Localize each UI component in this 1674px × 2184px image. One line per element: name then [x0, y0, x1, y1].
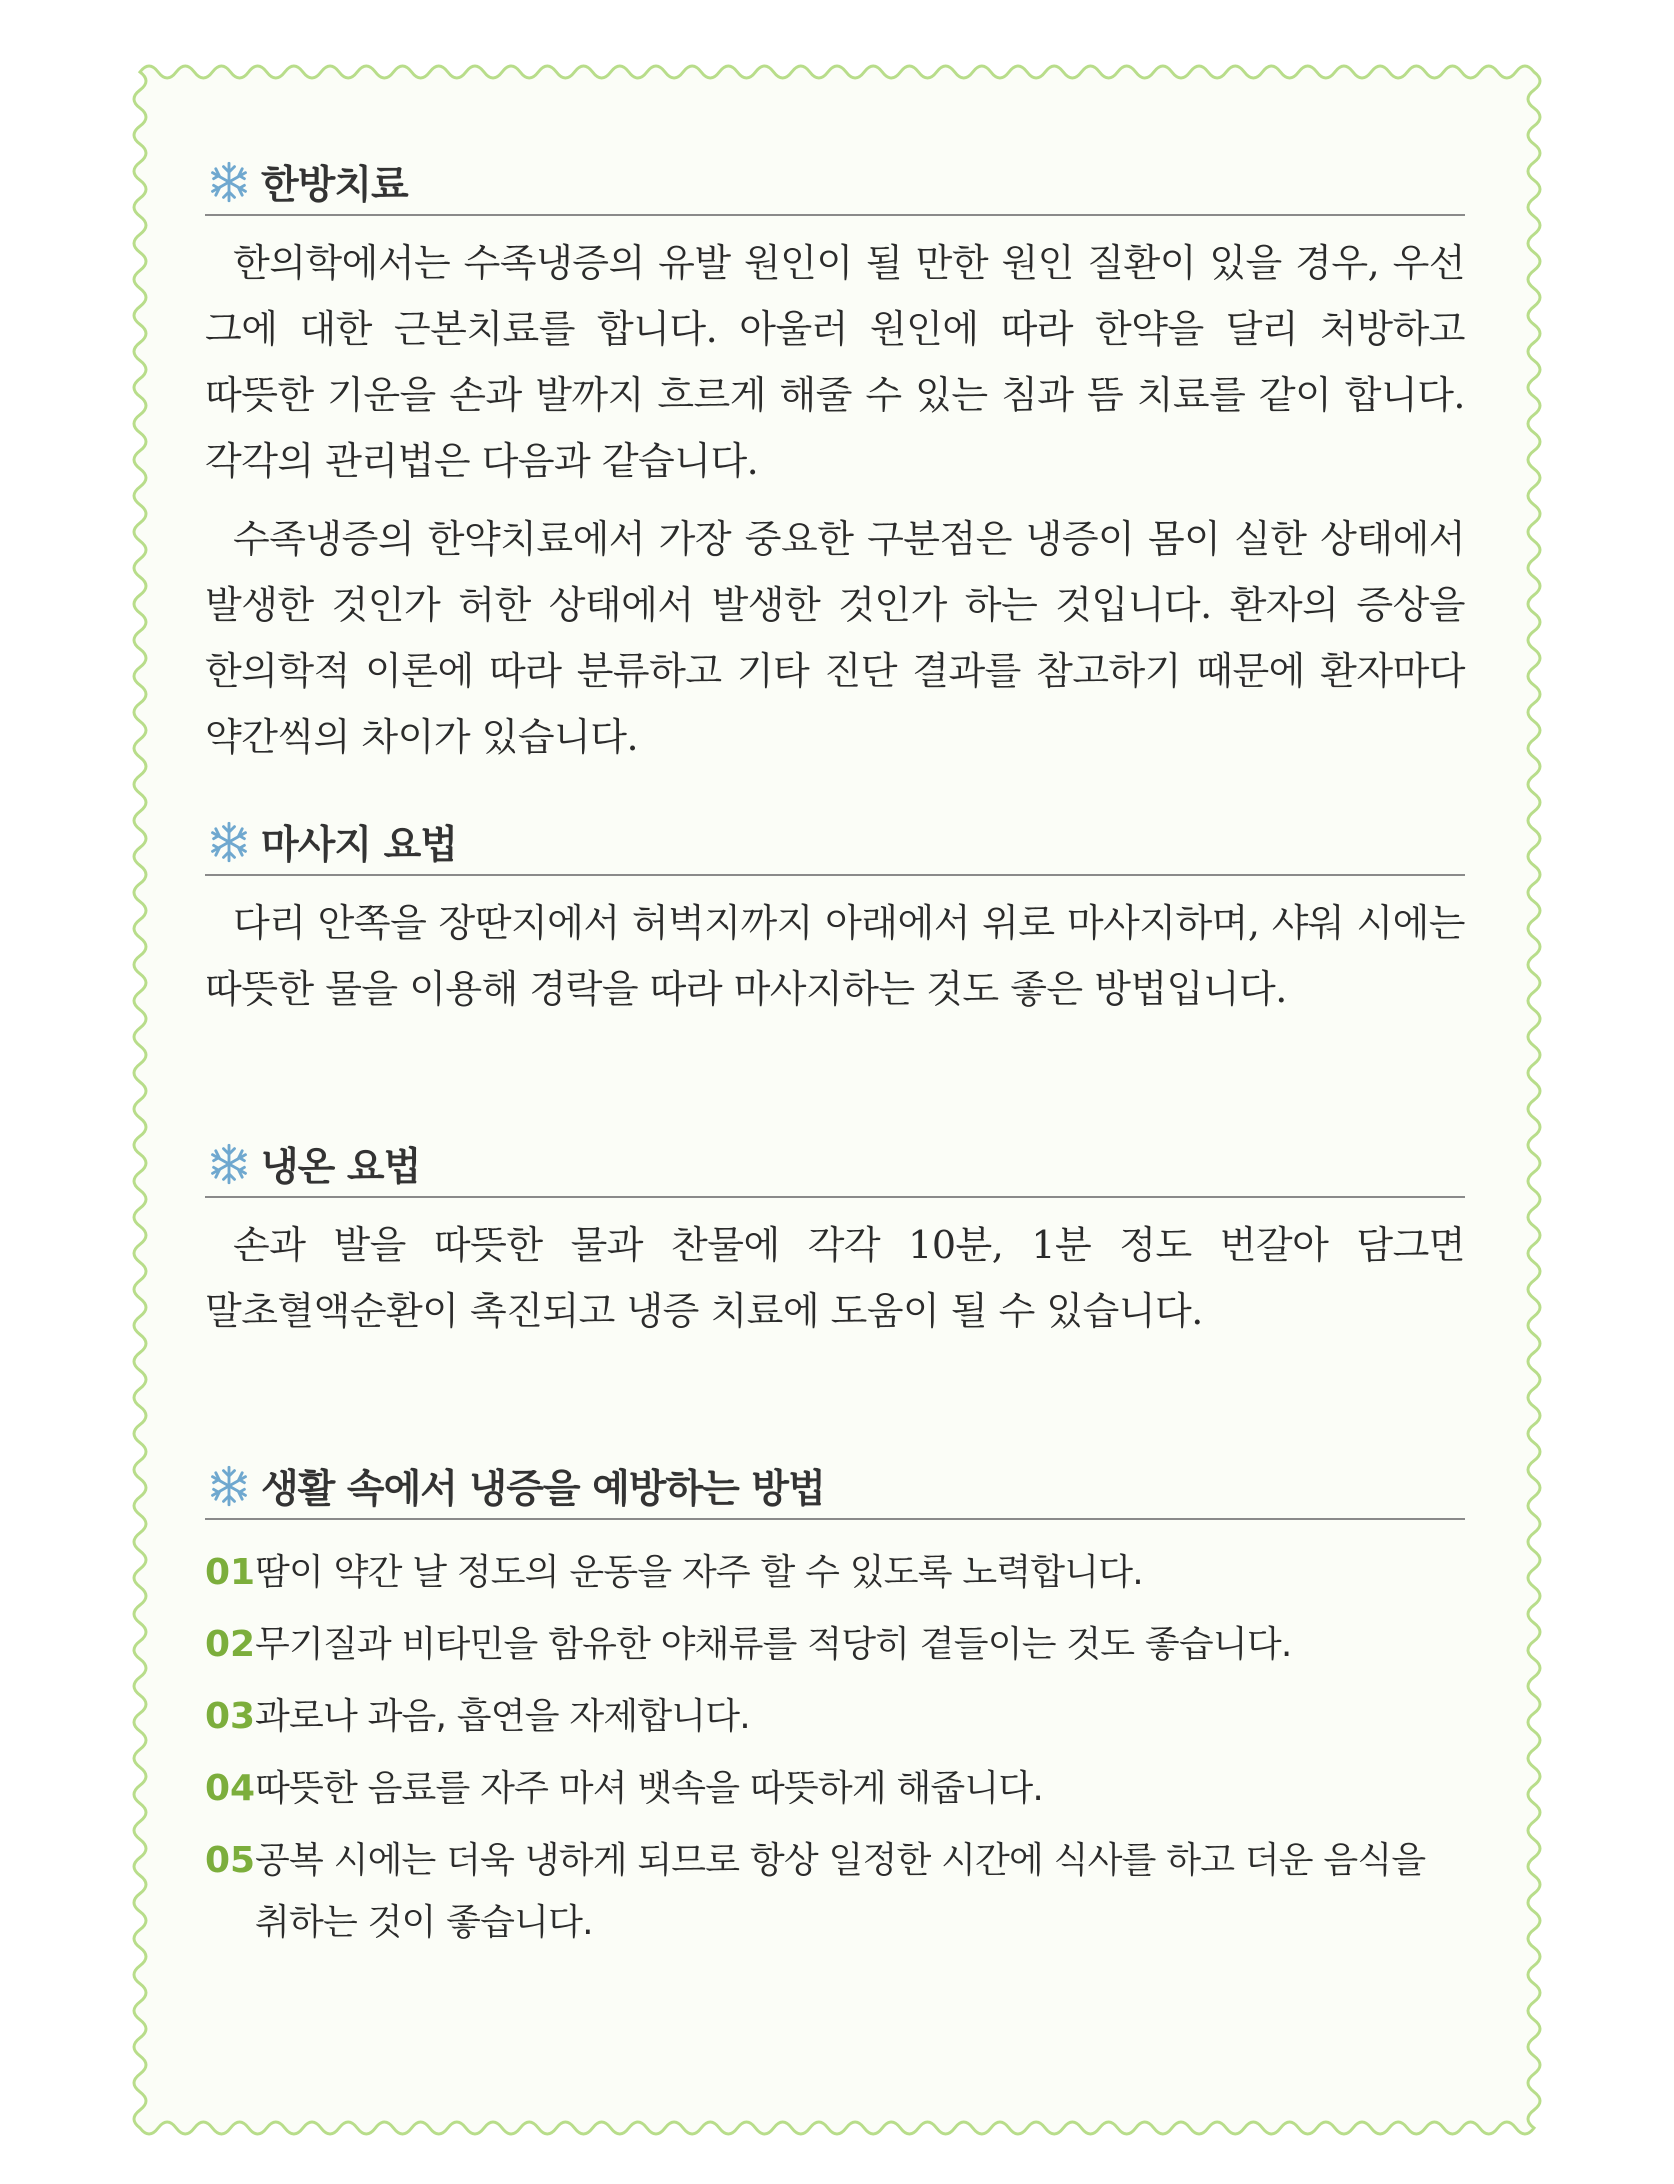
section-massage-therapy — [205, 810, 1465, 1132]
list-item — [205, 1830, 1465, 1954]
section-herbal-treatment — [205, 150, 1465, 810]
section-heading — [205, 150, 1465, 216]
item-number: 03 — [205, 1696, 256, 1737]
snowflake-icon — [207, 820, 251, 864]
prevention-list — [205, 1520, 1465, 1954]
item-text: 따뜻한 음료를 자주 마셔 뱃속을 따뜻하게 해줍니다. — [255, 1768, 1044, 1809]
snowflake-icon — [207, 1142, 251, 1186]
item-number: 04 — [205, 1768, 256, 1809]
item-text: 무기질과 비타민을 함유한 야채류를 적당히 곁들이는 것도 좋습니다. — [255, 1624, 1292, 1665]
item-text: 과로나 과음, 흡연을 자제합니다. — [255, 1696, 750, 1737]
item-text: 공복 시에는 더욱 냉하게 되므로 항상 일정한 시간에 식사를 하고 더운 음식을 취하는 것이 좋습니다. — [255, 1840, 1426, 1943]
item-text: 땀이 약간 날 정도의 운동을 자주 할 수 있도록 노력합니다. — [255, 1552, 1143, 1593]
section-title: 마사지 요법 — [261, 823, 457, 868]
paragraph: 다리 안쪽을 장딴지에서 허벅지까지 아래에서 위로 마사지하며, 샤워 시에는 따뜻한 물을 이용해 경락을 따라 마사지하는 것도 좋은 방법입니다. — [205, 901, 1465, 1011]
section-hot-cold-therapy — [205, 1132, 1465, 1454]
section-heading — [205, 1132, 1465, 1198]
paragraph: 손과 발을 따뜻한 물과 찬물에 각각 10분, 1분 정도 번갈아 담그면 말초혈액순환이 촉진되고 냉증 치료에 도움이 될 수 있습니다. — [205, 1223, 1465, 1333]
page-content — [205, 150, 1465, 1964]
section-prevention-methods — [205, 1454, 1465, 1954]
section-title: 한방치료 — [261, 163, 408, 208]
section-title: 냉온 요법 — [261, 1145, 421, 1190]
section-heading — [205, 810, 1465, 876]
paragraph: 한의학에서는 수족냉증의 유발 원인이 될 만한 원인 질환이 있을 경우, 우선 그에 대한 근본치료를 합니다. 아울러 원인에 따라 한약을 달리 처방하고 따뜻한 기운을 손과 발까지 흐르게 해줄 수 있는 침과 뜸 치료를 같이 합니다. 각각의 관리법은 다음과 같습니다. — [205, 241, 1465, 483]
list-item — [205, 1614, 1465, 1676]
section-heading — [205, 1454, 1465, 1520]
list-item — [205, 1686, 1465, 1748]
item-number: 02 — [205, 1624, 256, 1665]
list-item — [205, 1758, 1465, 1820]
section-title: 생활 속에서 냉증을 예방하는 방법 — [261, 1467, 825, 1512]
item-number: 05 — [205, 1840, 256, 1881]
list-item — [205, 1542, 1465, 1604]
snowflake-icon — [207, 1464, 251, 1508]
item-number: 01 — [205, 1552, 256, 1593]
paragraph: 수족냉증의 한약치료에서 가장 중요한 구분점은 냉증이 몸이 실한 상태에서 발생한 것인가 허한 상태에서 발생한 것인가 하는 것입니다. 환자의 증상을 한의학적 이론에 따라 분류하고 기타 진단 결과를 참고하기 때문에 환자마다 약간씩의 차이가 있습니다. — [205, 517, 1465, 759]
snowflake-icon — [207, 160, 251, 204]
